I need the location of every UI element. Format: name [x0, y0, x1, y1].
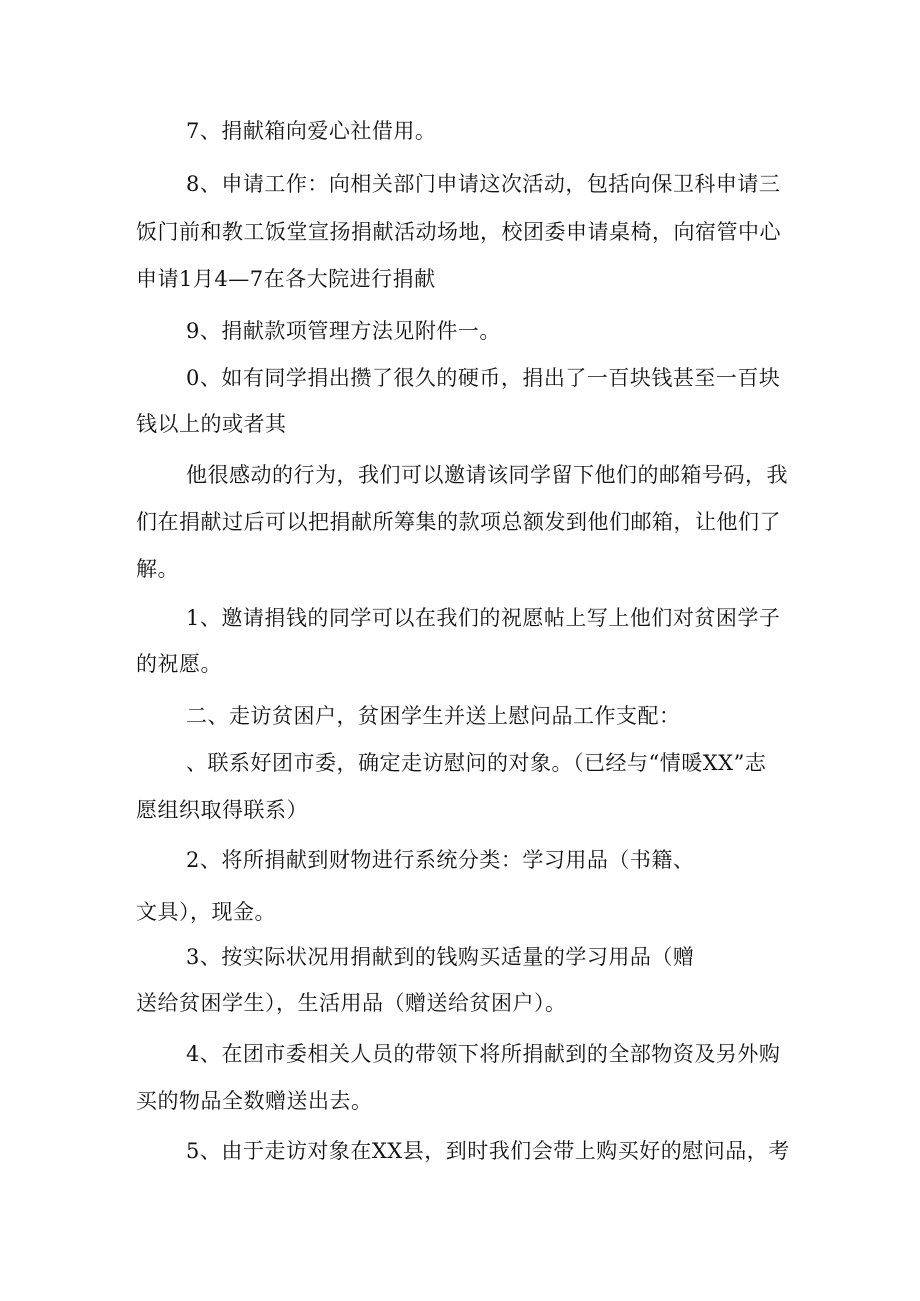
paragraph-text-cont: 解。	[136, 557, 179, 581]
paragraph-item-4-cont: 买的物品全数赠送出去。	[136, 1089, 373, 1113]
paragraph-item-3-cont: 送给贫困学生），生活用品（赠送给贫困户）。	[136, 991, 567, 1015]
paragraph-text-cont: 们在捐献过后可以把捐献所筹集的款项总额发到他们邮箱，让他们了	[136, 510, 781, 534]
paragraph-item-8: 8、申请工作：向相关部门申请这次活动，包括向保卫科申请三	[186, 172, 781, 196]
paragraph-item-4: 4、在团市委相关人员的带领下将所捐献到的全部物资及另外购	[186, 1042, 781, 1066]
paragraph-item: 、联系好团市委，确定走访慰问的对象。（已经与“情暖XX”志	[186, 751, 767, 775]
paragraph-item-1: 1、邀请捐钱的同学可以在我们的祝愿帖上写上他们对贫困学子	[186, 606, 781, 630]
paragraph-item-cont: 愿组织取得联系）	[136, 798, 308, 822]
paragraph-item-2-cont: 文具），现金。	[136, 900, 276, 924]
paragraph-text: 他很感动的行为，我们可以邀请该同学留下他们的邮箱号码，我	[186, 463, 788, 487]
paragraph-item-5: 5、由于走访对象在XX县，到时我们会带上购买好的慰问品，考	[186, 1139, 790, 1163]
paragraph-item-8-cont: 饭门前和教工饭堂宣扬捐献活动场地，校团委申请桌椅，向宿管中心	[136, 220, 781, 244]
paragraph-item-3: 3、按实际状况用捐献到的钱购买适量的学习用品（赠	[186, 945, 695, 969]
section-heading: 二、走访贫困户，贫困学生并送上慰问品工作支配：	[186, 704, 681, 728]
paragraph-item-8-cont: 申请1月4—7在各大院进行捐献	[136, 267, 436, 291]
paragraph-item-1-cont: 的祝愿。	[136, 652, 222, 676]
paragraph-item-9: 9、捐献款项管理方法见附件一。	[186, 319, 501, 343]
paragraph-item-2: 2、将所捐献到财物进行系统分类：学习用品（书籍、	[186, 848, 695, 872]
paragraph-item-0-cont: 钱以上的或者其	[136, 412, 287, 436]
paragraph-item-0: 0、如有同学捐出攒了很久的硬币，捐出了一百块钱甚至一百块	[186, 366, 781, 390]
paragraph-item-7: 7、捐献箱向爱心社借用。	[186, 119, 437, 143]
